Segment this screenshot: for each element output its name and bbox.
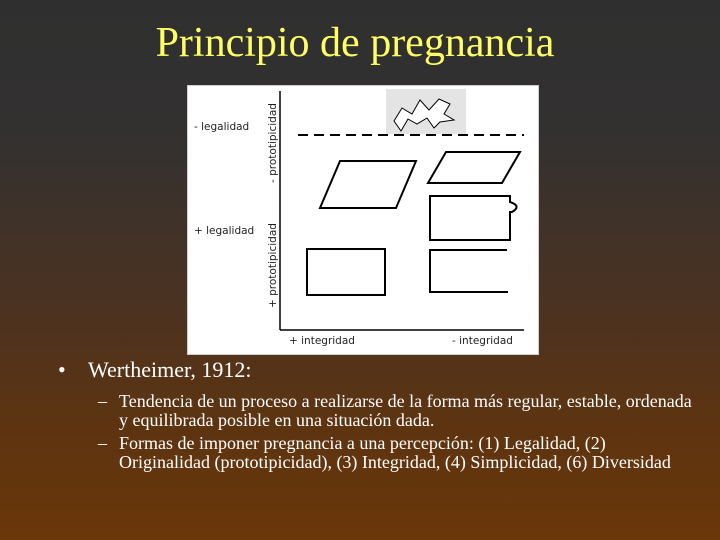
label-minus-prototipicidad: - prototipicidad — [267, 103, 279, 183]
pregnancy-diagram — [187, 85, 539, 355]
sub-bullet-text: Formas de imponer pregnancia a una percepción: (1) Legalidad, (2) Originalidad (prototipicidad), (3) Integridad, (4) Simplicidad, (6) Diversidad — [119, 433, 671, 472]
label-plus-legalidad: + legalidad — [194, 225, 255, 237]
diagram-canvas — [188, 86, 538, 354]
incomplete-rectangle — [430, 250, 508, 292]
bullet-item — [58, 357, 698, 383]
bullet-main-text: Wertheimer, 1912: — [88, 357, 252, 382]
dash-icon: – — [98, 391, 107, 411]
dash-icon: – — [98, 433, 107, 453]
label-plus-prototipicidad: + prototipicidad — [267, 223, 279, 308]
label-minus-integridad: - integridad — [452, 335, 513, 347]
parallelogram-left — [320, 161, 416, 208]
label-minus-legalidad: - legalidad — [194, 121, 250, 133]
bullet-list — [58, 357, 698, 472]
bullet-dot-icon: • — [58, 357, 66, 382]
sub-bullet-item — [58, 434, 698, 472]
rectangle-with-bump — [430, 196, 517, 240]
label-plus-integridad: + integridad — [289, 335, 355, 347]
parallelogram-right — [428, 152, 520, 183]
complete-rectangle — [307, 249, 385, 295]
sub-bullet-item — [58, 392, 698, 430]
sub-bullet-text: Tendencia de un proceso a realizarse de la forma más regular, estable, ordenada y equilibrada posible en una situación dada. — [119, 391, 692, 430]
slide-title: Principio de pregnancia — [155, 20, 555, 66]
